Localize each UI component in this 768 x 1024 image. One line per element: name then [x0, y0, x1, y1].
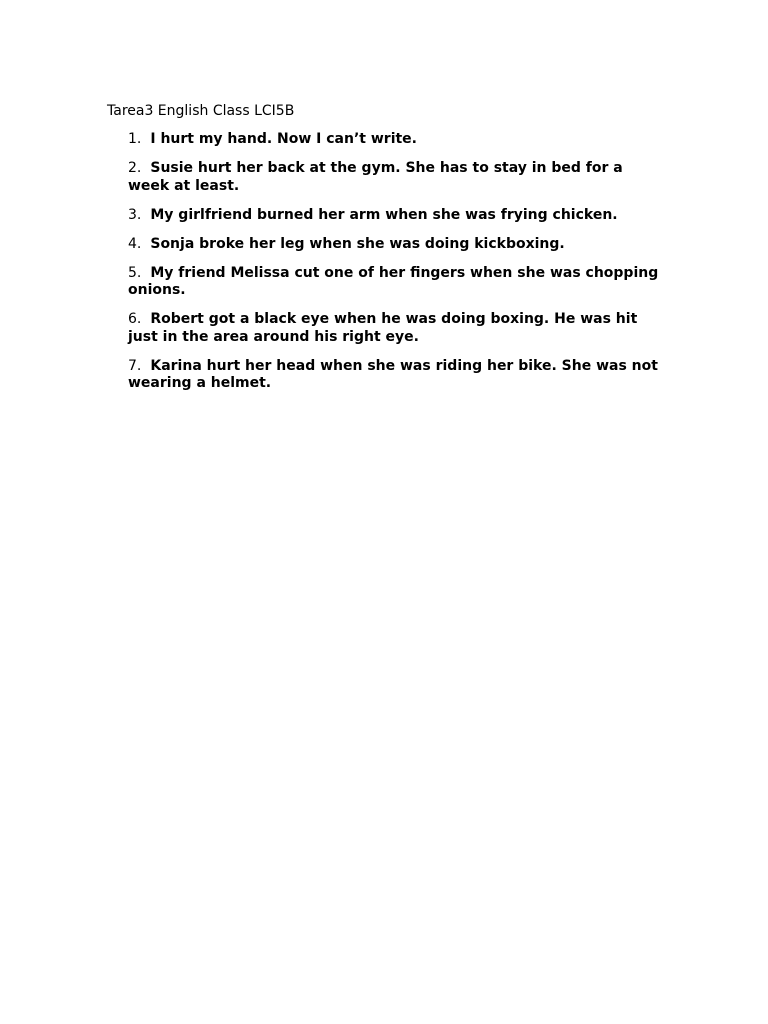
item-number: 2.	[128, 160, 142, 176]
item-text: Karina hurt her head when she was riding her bike. She was not wearing a helmet.	[128, 357, 658, 391]
item-text: Susie hurt her back at the gym. She has to stay in bed for a week at least.	[128, 160, 623, 194]
item-text: Robert got a black eye when he was doing boxing. He was hit just in the area around his right eye.	[128, 311, 638, 345]
item-number: 1.	[128, 131, 142, 147]
item-number: 6.	[128, 311, 142, 327]
item-number: 4.	[128, 235, 142, 252]
document-title: Tarea3 English Class LCI5B	[107, 103, 295, 119]
list-item	[128, 311, 668, 346]
item-number: 7.	[128, 357, 142, 374]
list-item	[128, 131, 668, 149]
item-text: My friend Melissa cut one of her fingers when she was chopping onions.	[128, 264, 659, 298]
item-text: Sonja broke her leg when she was doing kickboxing.	[150, 235, 565, 252]
list-item	[128, 207, 668, 225]
item-text: I hurt my hand. Now I can’t write.	[150, 131, 417, 147]
item-text: My girlfriend burned her arm when she was frying chicken.	[150, 206, 618, 223]
sentence-list	[128, 131, 668, 404]
list-item	[128, 160, 668, 195]
list-item	[128, 236, 668, 254]
item-number: 3.	[128, 206, 142, 223]
list-item	[128, 358, 668, 393]
list-item	[128, 265, 668, 300]
item-number: 5.	[128, 264, 142, 281]
